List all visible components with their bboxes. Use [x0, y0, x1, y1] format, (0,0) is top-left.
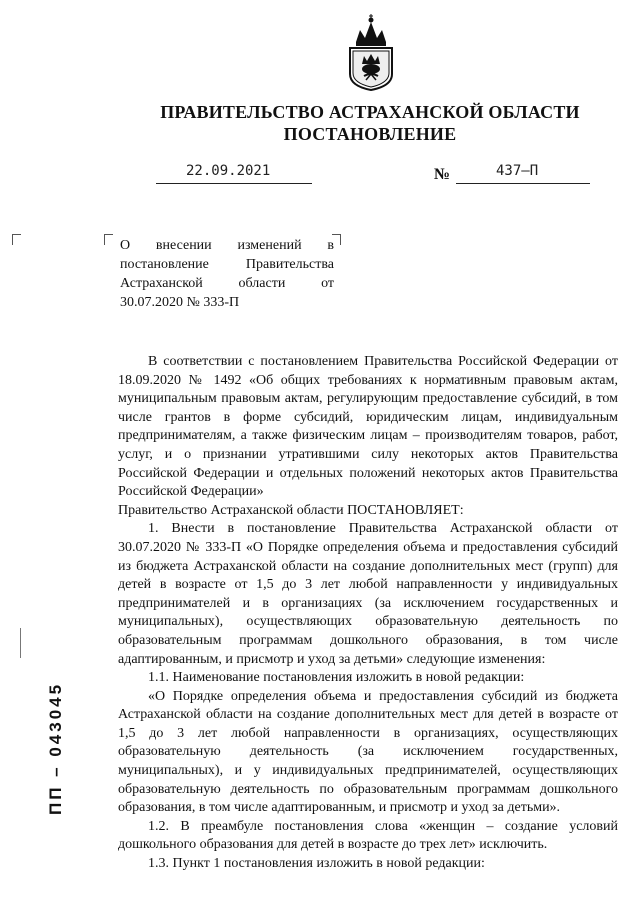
document-type-title: ПОСТАНОВЛЕНИЕ: [283, 124, 457, 144]
coat-of-arms-emblem: [342, 12, 400, 92]
organization-title: ПРАВИТЕЛЬСТВО АСТРАХАНСКОЙ ОБЛАСТИ: [160, 102, 580, 122]
resolution-line: Правительство Астраханской области ПОСТАНОВЛЯЕТ:: [118, 502, 464, 518]
item-1-1: 1.1. Наименование постановления изложить в новой редакции:: [148, 670, 525, 686]
document-date: 22.09.2021: [186, 163, 271, 179]
item-1: 1. Внести в постановление Правительства Астраханской области от 30.07.2020 № 333-П «О Порядке определения объема и предоставления субсидий из бюджета Астраханской области на создание дополнительных мест (групп) для детей в возрасте от 1,5 до 3 лет любой направленности у индивидуальных предпринимателей и в организациях (за исключением государственных и муниципальных), осуществляющих образовательную деятельность по образовательным программам дошкольного образования, в том числе адаптированным, и присмотр и уход за детьми» следующие изменения:: [118, 521, 618, 667]
item-1-3: 1.3. Пункт 1 постановления изложить в новой редакции:: [148, 856, 485, 872]
document-subject: О внесении изменений в постановление Правительства Астраханской области от 30.07.2020 № 333-П: [120, 238, 334, 310]
number-underline: [456, 183, 590, 184]
item-1-2: 1.2. В преамбуле постановления слова «женщин – создание условий дошкольного образования для детей в возрасте до трех лет» исключить.: [118, 818, 618, 853]
margin-tick: [20, 628, 21, 658]
document-number: 437–П: [496, 163, 539, 179]
corner-mark-subject-left: [104, 234, 113, 245]
item-1-1-text: «О Порядке определения объема и предоставления субсидий из бюджета Астраханской области на создание дополнительных мест для детей в возрасте от 1,5 до 3 лет любой направленности в организациях, осуществляющих образовательную деятельность (за исключением государственных, муниципальных), и у индивидуальных предпринимателей, осуществляющих образовательную деятельность по образовательным программам дошкольного образования, в том числе адаптированным, и присмотр и уход за детьми».: [118, 688, 618, 816]
date-underline: [156, 183, 312, 184]
preamble-paragraph: В соответствии с постановлением Правительства Российской Федерации от 18.09.2020 № 1492 «Об общих требованиях к нормативным правовым актам, муниципальным правовым актам, регулирующим предоставление субсидий, в том числе грантов в форме субсидий, юридическим лицам, индивидуальным предпринимателям, а также физическим лицам – производителям товаров, работ, услуг, и о признании утратившими силу некоторых актов Правительства Российской Федерации и отдельных положений некоторых актов Правительства Российской Федерации»: [118, 354, 618, 500]
document-body: [118, 353, 618, 874]
number-sign: №: [434, 166, 451, 183]
form-serial-number: ПП – 043045: [46, 681, 65, 815]
corner-mark-left: [12, 234, 21, 245]
